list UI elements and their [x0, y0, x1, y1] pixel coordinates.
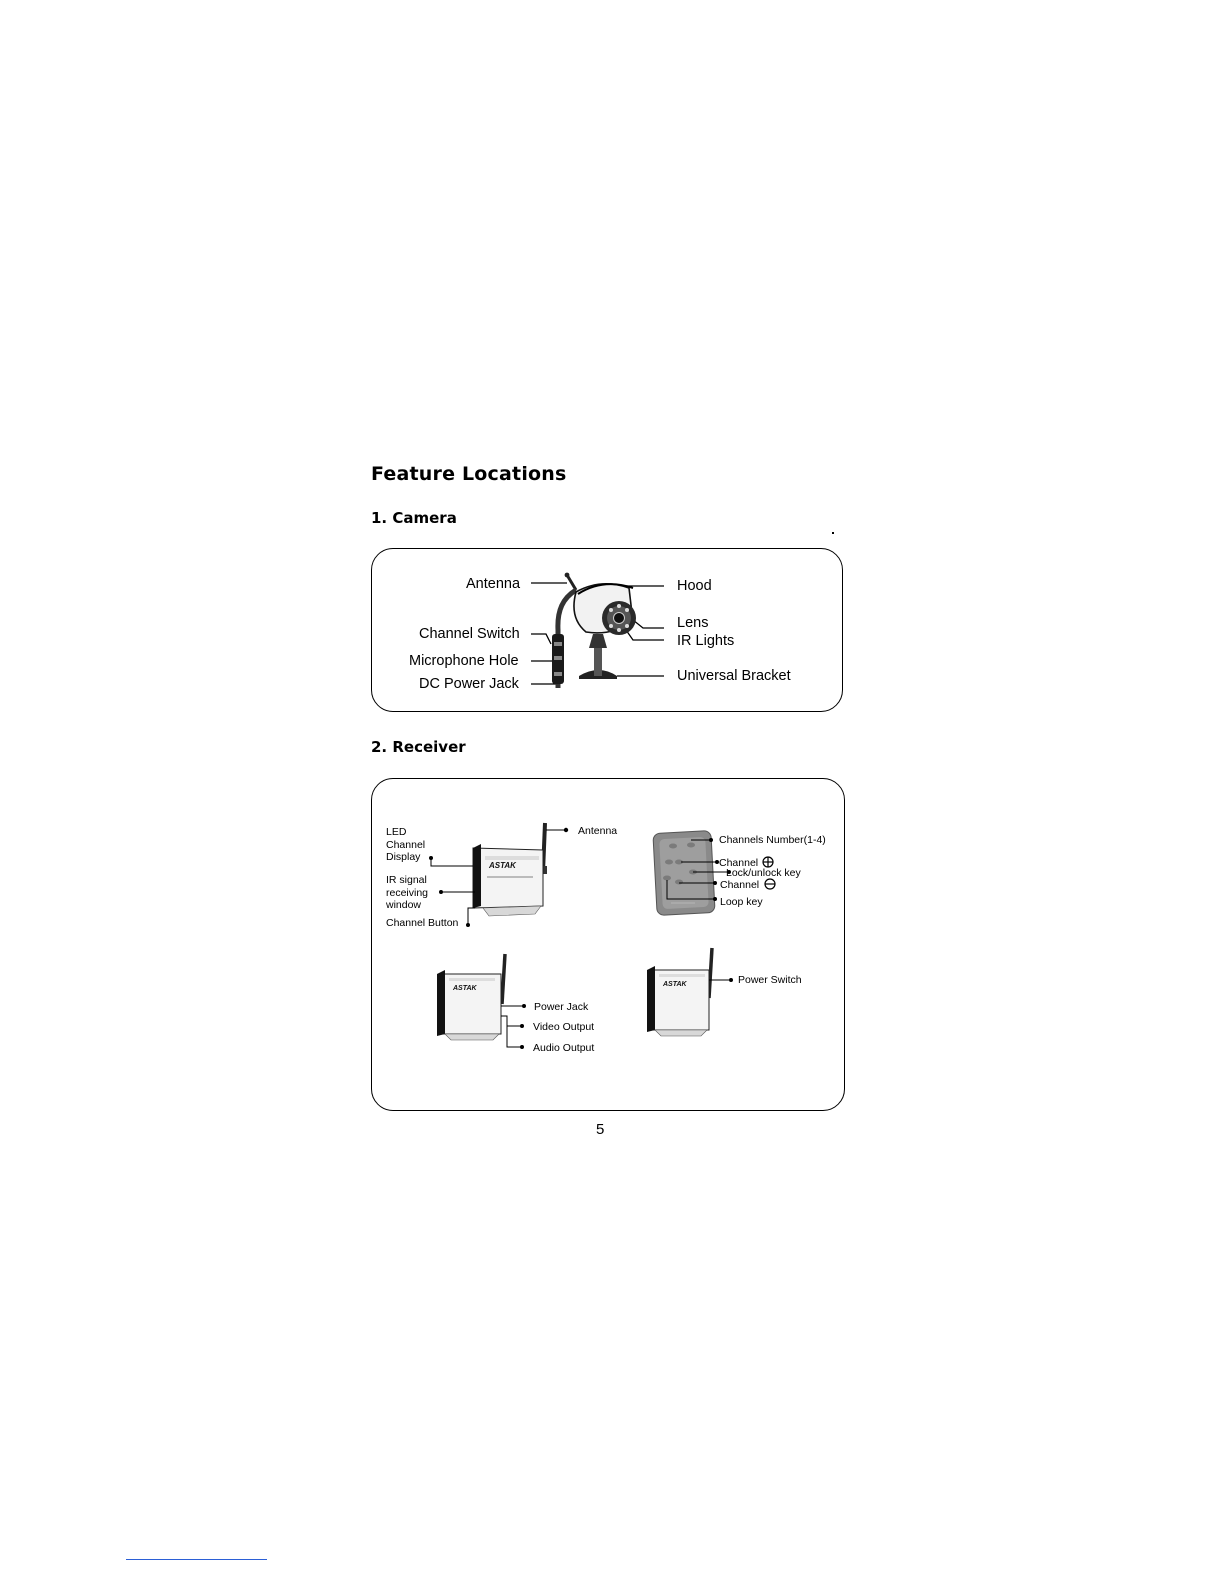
label-power-jack: Power Jack [534, 1001, 589, 1013]
leader-lens [633, 620, 664, 628]
footer-rule [126, 1559, 267, 1560]
camera-section-title: 1. Camera [371, 509, 457, 527]
label-channel-plus: Channel [719, 857, 759, 869]
label-ir-lights: IR Lights [677, 633, 735, 649]
label-loop-key: Loop key [720, 896, 763, 908]
receiver-remote [653, 831, 715, 916]
label-led-line1: LED [386, 826, 407, 838]
receiver-side-unit [647, 948, 712, 1036]
leader-channel-switch [531, 634, 551, 644]
camera-antenna [567, 575, 576, 590]
label-universal-bracket: Universal Bracket [677, 668, 791, 684]
label-lens: Lens [677, 615, 709, 631]
receiver-side-brand: ASTAK [663, 981, 687, 988]
label-microphone-hole: Microphone Hole [409, 653, 519, 669]
receiver-back-brand: ASTAK [453, 985, 477, 992]
page-number: 5 [596, 1121, 605, 1138]
label-led-line2: Channel [386, 838, 426, 851]
label-antenna: Antenna [466, 576, 521, 592]
label-power-switch: Power Switch [738, 974, 802, 986]
stray-dot [832, 532, 834, 534]
label-led-channel-display [386, 826, 425, 864]
label-channel-switch: Channel Switch [419, 626, 520, 642]
label-ir-line1: IR signal [386, 874, 427, 886]
leader-ir [626, 630, 664, 640]
label-lock-unlock: Lock/unlock key [726, 867, 801, 879]
label-channel-button: Channel Button [386, 917, 459, 929]
page-heading: Feature Locations [371, 463, 567, 485]
receiver-front-brand: ASTAK [489, 861, 516, 870]
receiver-front-unit [473, 823, 547, 916]
label-ir-line3: window [386, 899, 422, 911]
label-channels-number: Channels Number(1-4) [719, 834, 826, 846]
receiver-back-unit [437, 954, 505, 1040]
label-ir-line2: receiving [386, 886, 429, 899]
label-audio-output: Audio Output [533, 1042, 595, 1054]
label-dc-power-jack: DC Power Jack [419, 676, 519, 692]
label-led-line3: Display [386, 851, 421, 863]
label-ir-signal-window [386, 874, 428, 912]
label-video-output: Video Output [533, 1021, 595, 1033]
receiver-section-title: 2. Receiver [371, 738, 466, 756]
label-receiver-antenna: Antenna [578, 825, 618, 837]
label-hood: Hood [677, 578, 712, 594]
label-channel-minus: Channel [720, 879, 760, 891]
